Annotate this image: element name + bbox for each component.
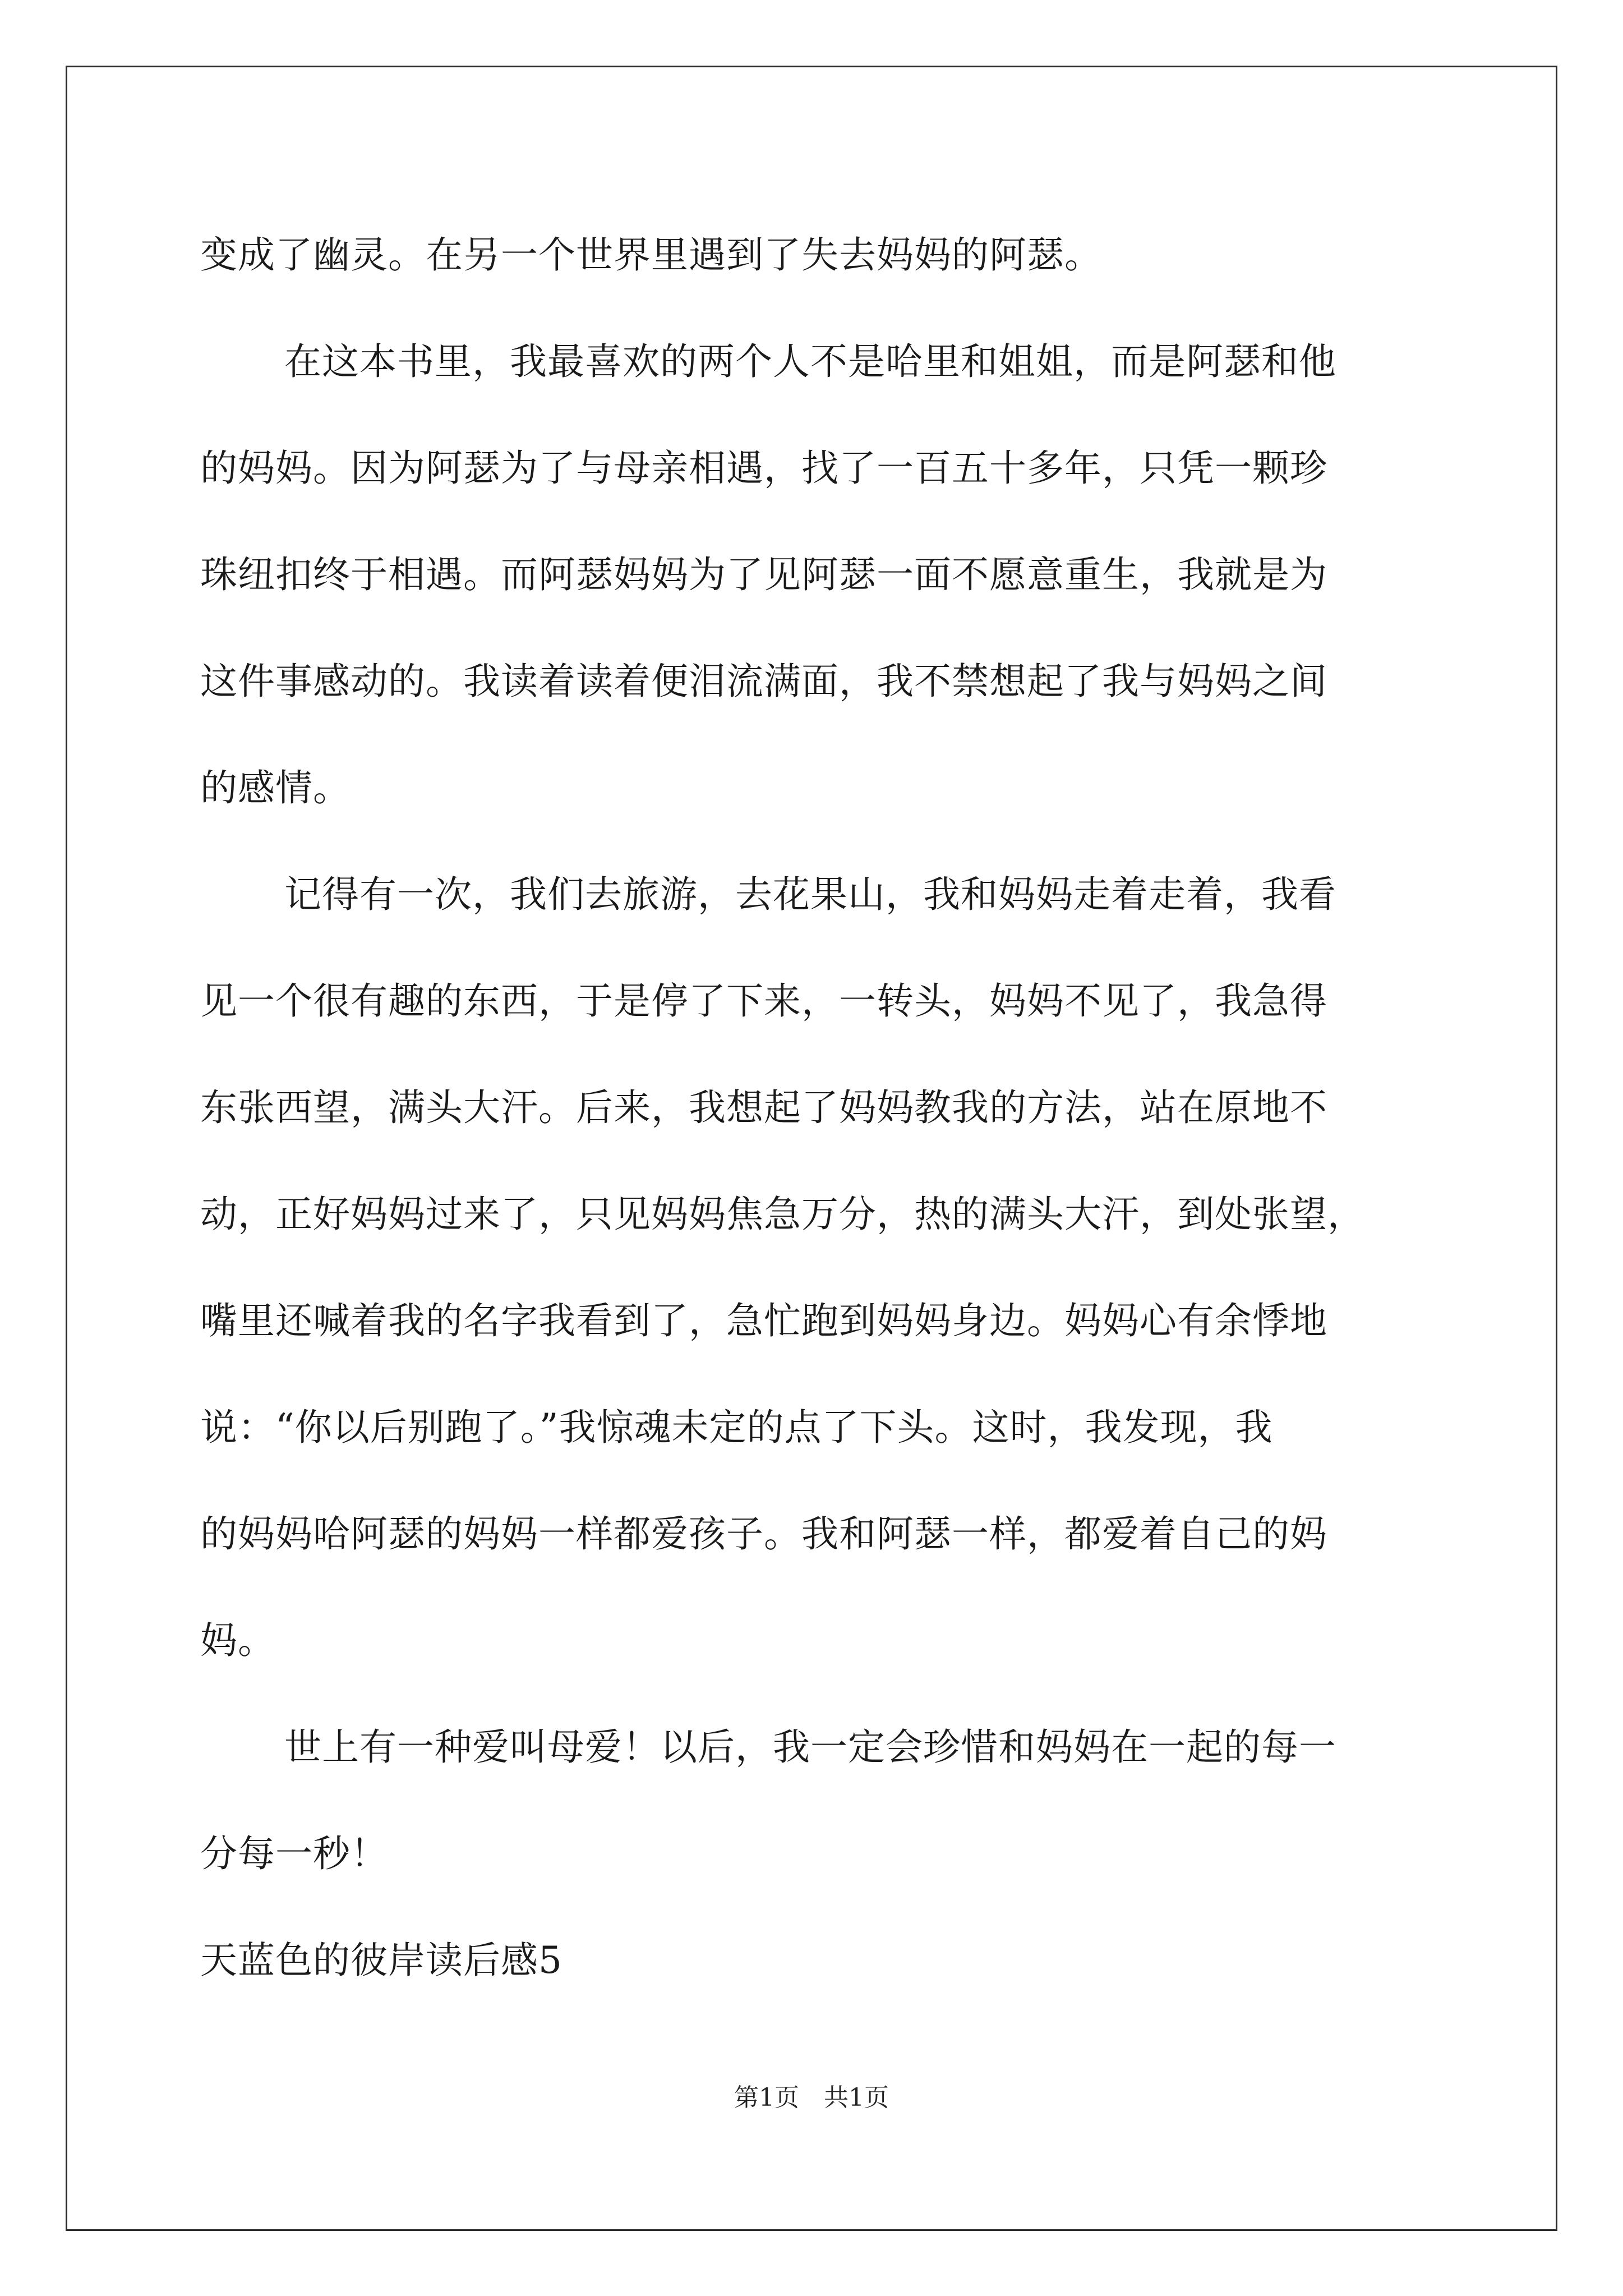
text-line: 动，正好妈妈过来了，只见妈妈焦急万分，热的满头大汗，到处张望， (200, 1193, 1365, 1236)
text-line: 这件事感动的。我读着读着便泪流满面，我不禁想起了我与妈妈之间 (200, 660, 1327, 703)
text-line: 的妈妈。因为阿瑟为了与母亲相遇，找了一百五十多年，只凭一颗珍 (200, 447, 1327, 490)
text-line: 分每一秒！ (200, 1832, 388, 1875)
paragraph-2 (200, 309, 1423, 841)
text-line: 说：“你以后别跑了。”我惊魂未定的点了下头。这时，我发现，我 (200, 1406, 1273, 1449)
paragraph-3 (200, 841, 1423, 1694)
page-footer (0, 2081, 1623, 2115)
text-line: 的妈妈哈阿瑟的妈妈一样都爱孩子。我和阿瑟一样，都爱着自己的妈 (200, 1512, 1327, 1556)
text-line: 在这本书里，我最喜欢的两个人不是哈里和姐姐，而是阿瑟和他 (284, 340, 1336, 383)
text-line: 珠纽扣终于相遇。而阿瑟妈妈为了见阿瑟一面不愿意重生，我就是为 (200, 553, 1327, 596)
text-line: 东张西望，满头大汗。后来，我想起了妈妈教我的方法，站在原地不 (200, 1086, 1327, 1129)
page-number: 第1页 共1页 (734, 2083, 889, 2112)
paragraph-4 (200, 1694, 1423, 1907)
text-line: 嘴里还喊着我的名字我看到了，急忙跑到妈妈身边。妈妈心有余悸地 (200, 1299, 1327, 1342)
text-line: 见一个很有趣的东西，于是停了下来，一转头，妈妈不见了，我急得 (200, 979, 1327, 1023)
text-line: 的感情。 (200, 766, 351, 809)
paragraph-1 (200, 202, 1423, 309)
text-line: 变成了幽灵。在另一个世界里遇到了失去妈妈的阿瑟。 (200, 233, 1102, 277)
text-line: 妈。 (200, 1619, 275, 1662)
heading-text: 天蓝色的彼岸读后感5 (200, 1939, 562, 1982)
text-line: 记得有一次，我们去旅游，去花果山，我和妈妈走着走着，我看 (284, 873, 1336, 916)
text-line: 世上有一种爱叫母爱！以后，我一定会珍惜和妈妈在一起的每一 (284, 1726, 1336, 1769)
section-heading (200, 1907, 1423, 2014)
